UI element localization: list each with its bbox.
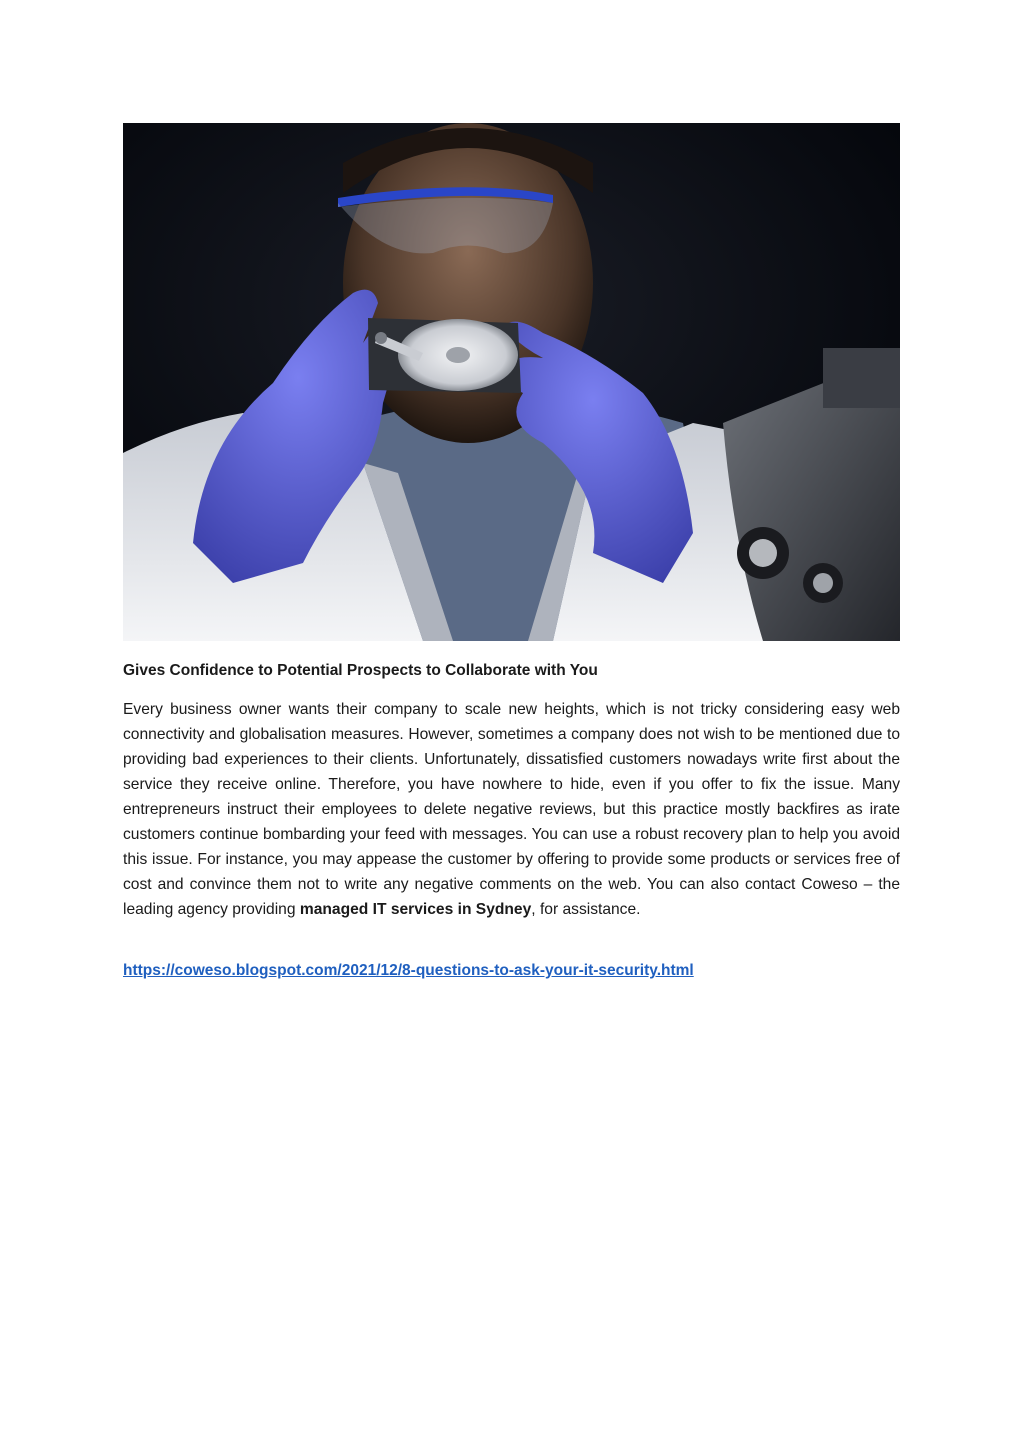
paragraph-text-before: Every business owner wants their company to scale new heights, which is not tricky considering easy web connectivity and globalisation measures. However, sometimes a company does not wish to be mentioned due to providing bad experiences to their clients. Unfortunately, dissatisfied customers nowadays write first about the service they receive online. Therefore, you have nowhere to hide, even if you offer to fix the issue. Many entrepreneurs instruct their employees to delete negative reviews, but this practice mostly backfires as irate customers continue bombarding your feed with messages. You can use a robust recovery plan to help you avoid this issue. For instance, you may appease the customer by offering to provide some products or services free of cost and convince them not to write any negative comments on the web. You can also contact Coweso – the leading agency providing [123,701,900,918]
photo-illustration [123,123,900,641]
blog-post-link[interactable]: https://coweso.blogspot.com/2021/12/8-questions-to-ask-your-it-security.html [123,962,694,979]
paragraph-bold-keyword: managed IT services in Sydney [299,901,532,918]
section-heading: Gives Confidence to Potential Prospects to Collaborate with You [123,662,598,679]
technician-holding-hard-drive-photo [123,123,900,641]
body-paragraph [123,697,900,922]
paragraph-text-after: , for assistance. [531,901,641,918]
